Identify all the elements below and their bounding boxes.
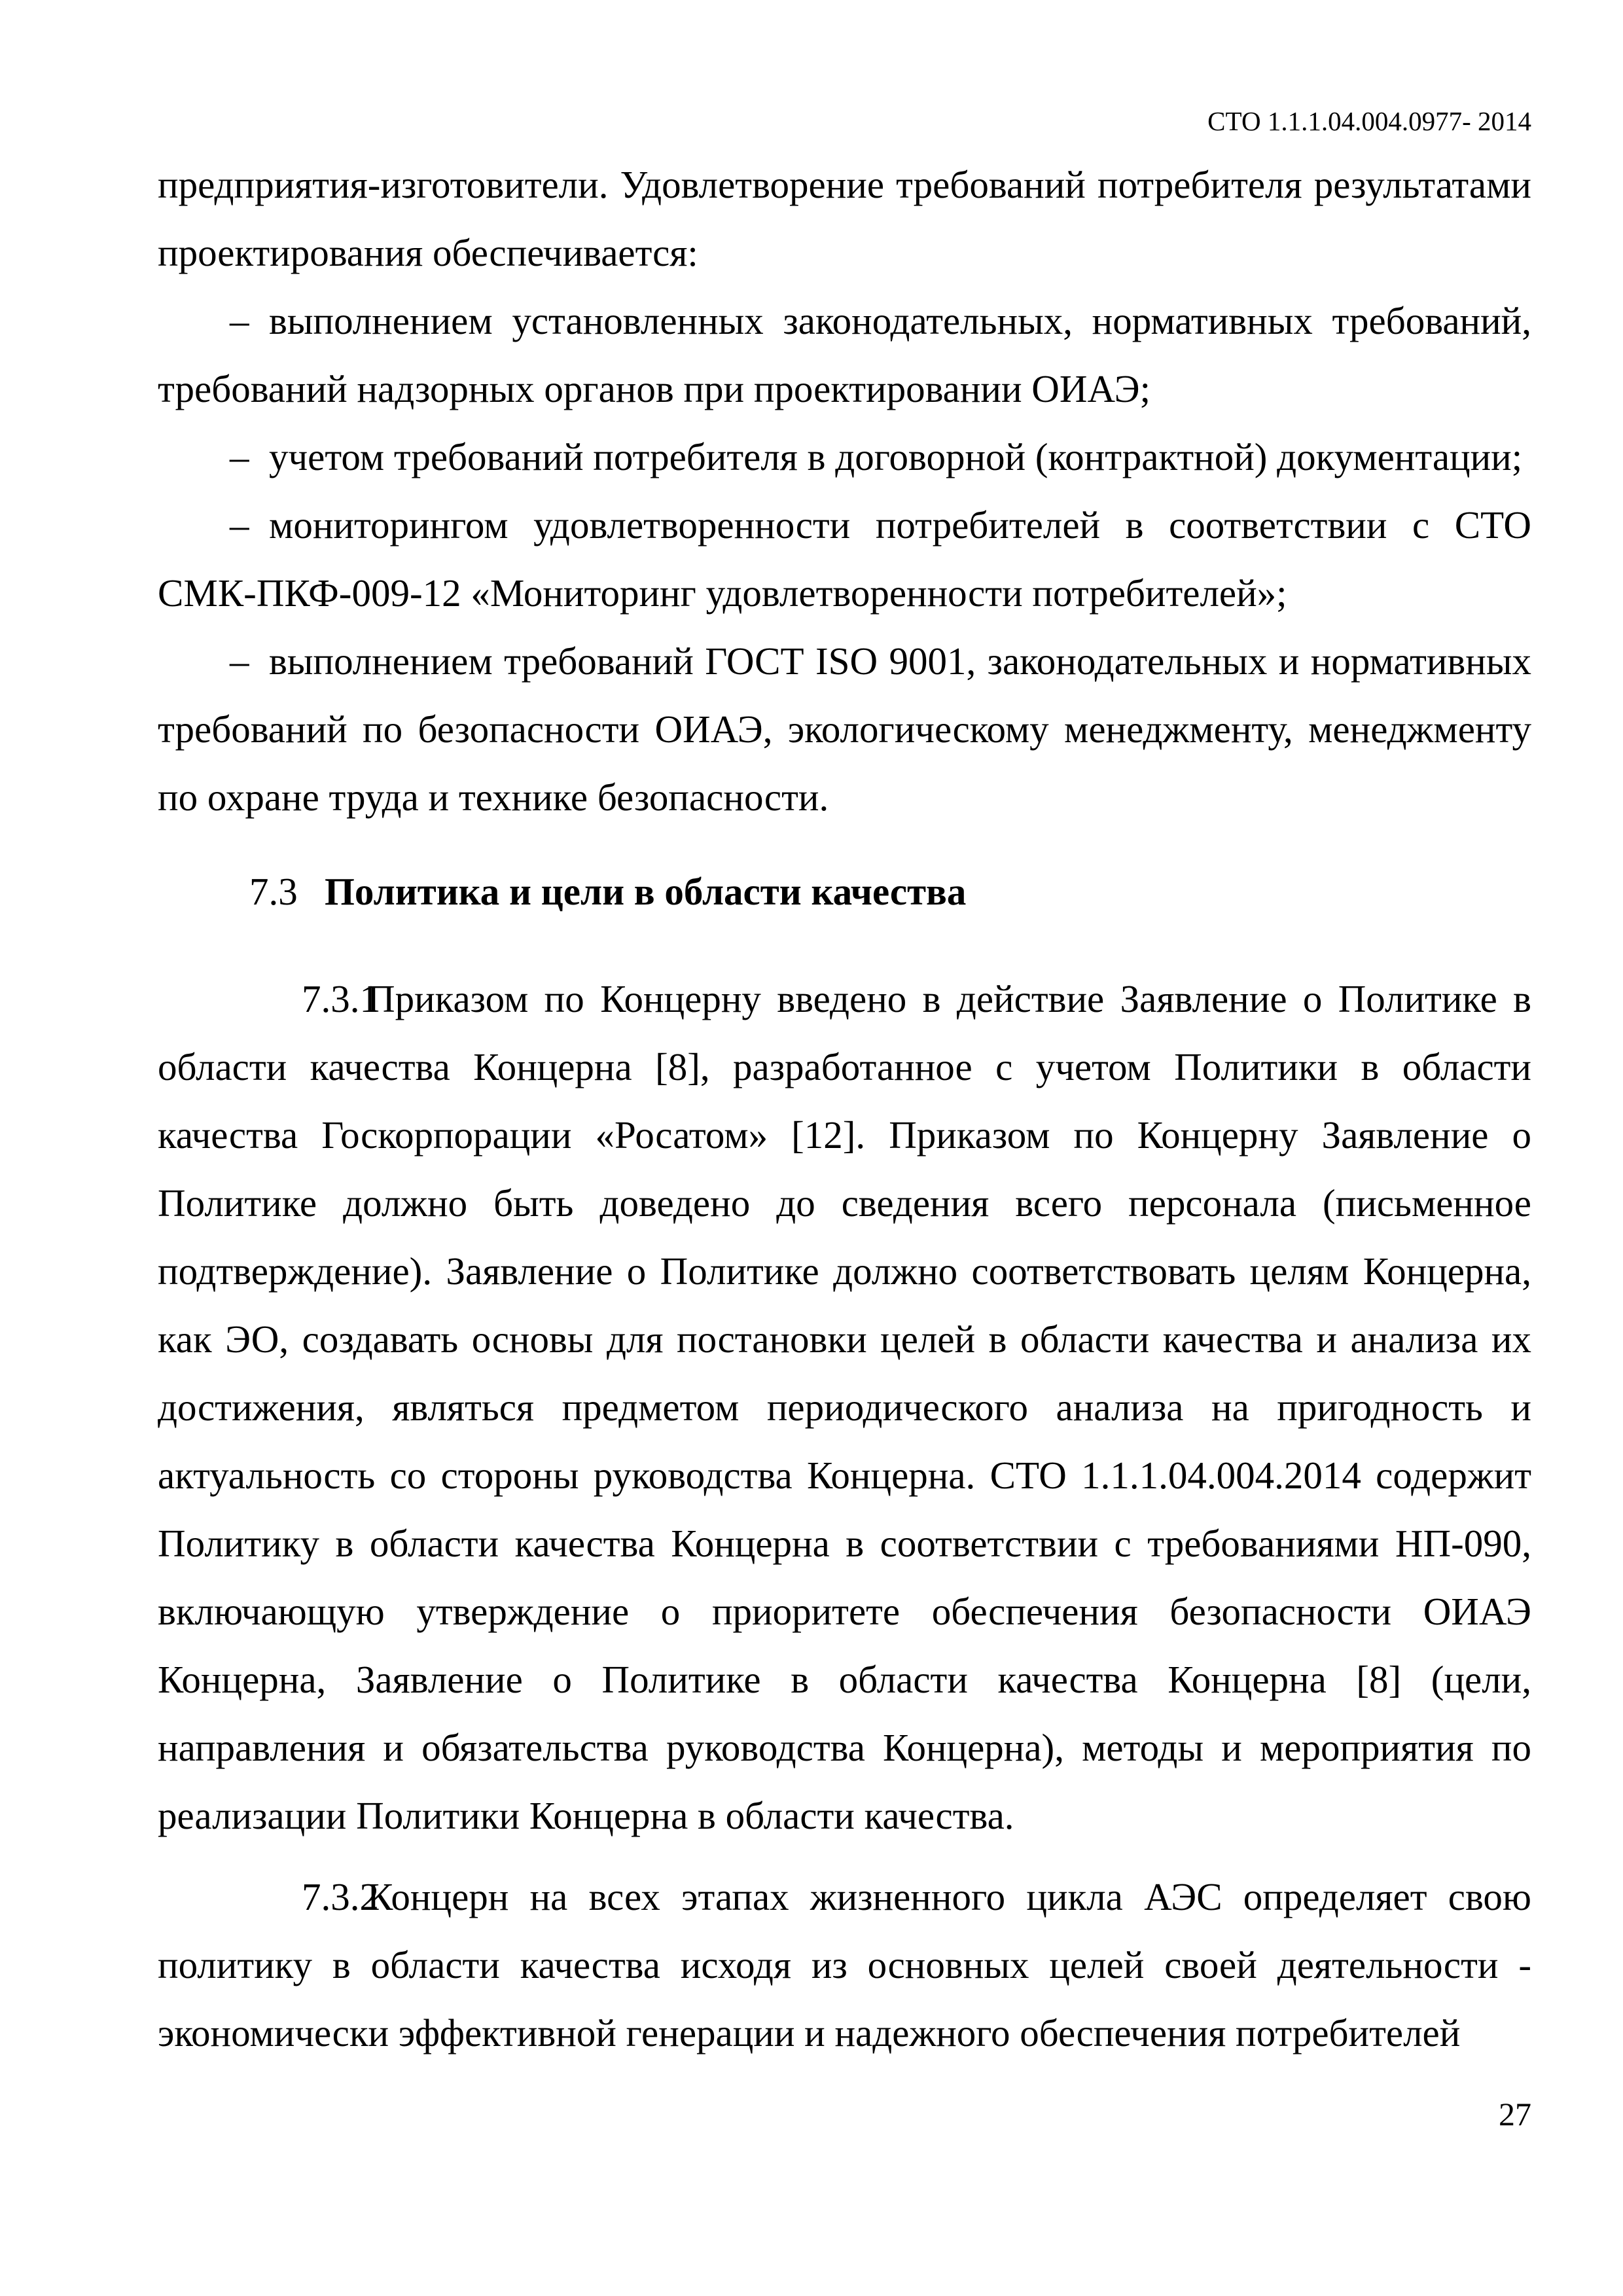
page-body xyxy=(158,151,1531,2067)
list-item xyxy=(158,287,1531,423)
section-number: 7.3 xyxy=(249,870,298,913)
intro-paragraph: предприятия-изготовители. Удовлетворение требований потребителя результатами проектирования обеспечивается: xyxy=(158,163,1531,274)
clause-number: 7.3.1 xyxy=(302,977,379,1020)
clause-text: Концерн на всех этапах жизненного цикла АЭС определяет свою политику в области качества исходя из основных целей своей деятельности - экономически эффективной генерации и надежного обеспечения потребителей xyxy=(158,1875,1531,2054)
clause-number: 7.3.2 xyxy=(302,1875,379,1918)
section-heading xyxy=(158,857,1531,925)
clause-paragraph xyxy=(158,965,1531,1850)
clause-text: Приказом по Концерну введено в действие Заявление о Политике в области качества Концерна [8], разработанное с учетом Политики в области качества Госкорпорации «Росатом» [12]. Приказом по Концерну Заявление о Политике должно быть доведено до сведения всего персонала (письменное подтверждение). Заявление о Политике должно соответствовать целям Концерна, как ЭО, создавать основы для постановки целей в области качества и анализа их достижения, являться предметом периодического анализа на пригодность и актуальность со стороны руководства Концерна. СТО 1.1.1.04.004.2014 содержит Политику в области качества Концерна в соответствии с требованиями НП-090, включающую утверждение о приоритете обеспечения безопасности ОИАЭ Концерна, Заявление о Политике в области качества Концерна [8] (цели, направления и обязательства руководства Концерна), методы и мероприятия по реализации Политики Концерна в области качества. xyxy=(158,977,1531,1837)
section-title: Политика и цели в области качества xyxy=(325,870,967,913)
list-item-text: выполнением установленных законодательных, нормативных требований, требований надзорных органов при проектировании ОИАЭ; xyxy=(158,299,1531,410)
page-number: 27 xyxy=(1499,2096,1531,2132)
list-dash: – xyxy=(230,639,249,683)
list-item-text: выполнением требований ГОСТ ISO 9001, законодательных и нормативных требований по безопасности ОИАЭ, экологическому менеджменту, менеджменту по охране труда и технике безопасности. xyxy=(158,639,1531,819)
list-item xyxy=(158,491,1531,627)
list-dash: – xyxy=(230,299,249,342)
document-code: СТО 1.1.1.04.004.0977- 2014 xyxy=(1207,106,1531,136)
list-item xyxy=(158,423,1531,491)
list-item-text: мониторингом удовлетворенности потребителей в соответствии с СТО СМК-ПКФ-009-12 «Мониторинг удовлетворенности потребителей»; xyxy=(158,503,1531,615)
list-dash: – xyxy=(230,435,249,478)
list-item xyxy=(158,627,1531,831)
list-item-text: учетом требований потребителя в договорной (контрактной) документации; xyxy=(269,435,1523,478)
list-dash: – xyxy=(230,503,249,547)
clause-paragraph xyxy=(158,1863,1531,2067)
